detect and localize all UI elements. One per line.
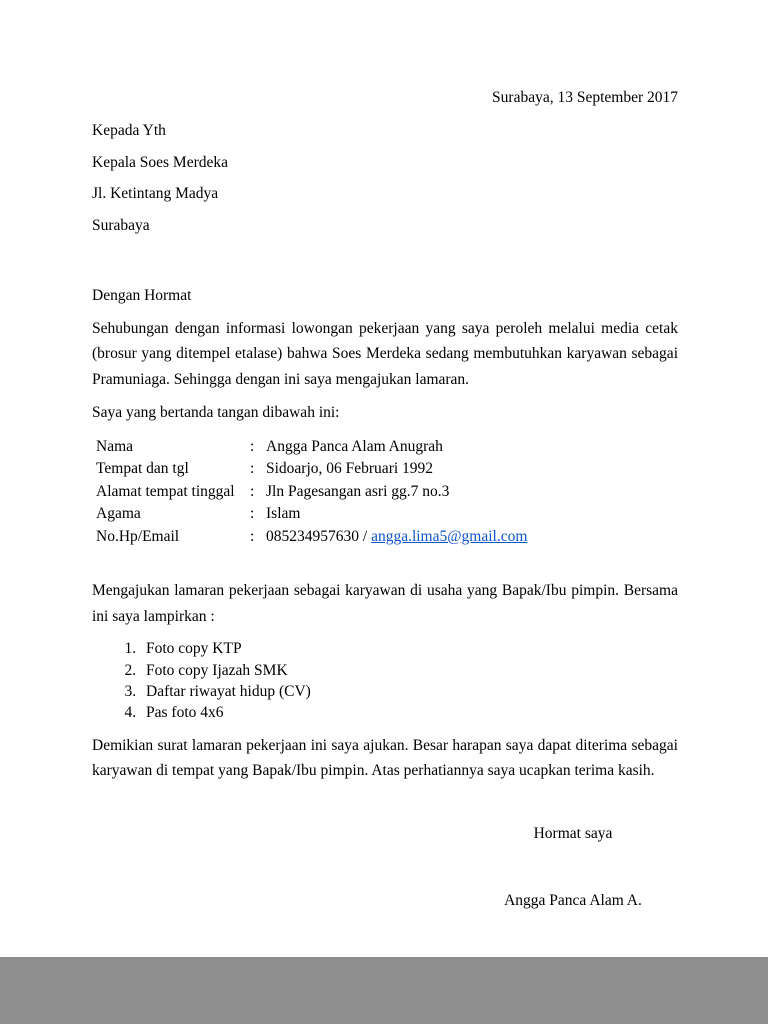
identity-value-nama: Angga Panca Alam Anugrah [266, 437, 443, 455]
closing-paragraph: Demikian surat lamaran pekerjaan ini saya ajukan. Besar harapan saya dapat diterima sebagai karyawan di tempat yang Bapak/Ibu pimpin. Atas perhatiannya saya ucapkan terima kasih. [92, 736, 678, 780]
identity-value-alamat: Jln Pagesangan asri gg.7 no.3 [266, 482, 450, 500]
identity-label-hp-email: No.Hp/Email [96, 527, 180, 545]
identity-separator: : [250, 482, 255, 500]
recipient-line-name: Kepala Soes Merdeka [92, 153, 229, 171]
opening-paragraph: Sehubungan dengan informasi lowongan pekerjaan yang saya peroleh melalui media cetak (brosur yang ditempel etalase) bahwa Soes Merdeka sedang membutuhkan karyawan sebagai Pramuniaga. Sehingga dengan ini saya mengajukan lamaran. [92, 319, 678, 388]
recipient-line-city: Surabaya [92, 216, 150, 234]
identity-label-alamat: Alamat tempat tinggal [96, 482, 235, 500]
signature-block [478, 824, 668, 911]
date-line: Surabaya, 13 September 2017 [492, 89, 678, 106]
attachment-item-pas-foto: 4. Pas foto 4x6 [140, 702, 678, 723]
identity-value-tempat-tgl: Sidoarjo, 06 Februari 1992 [266, 460, 434, 478]
email-link[interactable]: angga.lima5@gmail.com [371, 527, 528, 545]
recipient-block [92, 122, 678, 235]
identity-intro: Saya yang bertanda tangan dibawah ini: [92, 404, 340, 422]
identity-separator: : [250, 505, 255, 523]
attachments-intro: Mengajukan lamaran pekerjaan sebagai karyawan di usaha yang Bapak/Ibu pimpin. Bersama ini saya lampirkan : [92, 582, 678, 625]
identity-label-tempat-tgl: Tempat dan tgl [96, 460, 189, 478]
identity-table [96, 436, 678, 548]
identity-separator: : [250, 527, 255, 545]
viewer-background [0, 957, 768, 1024]
identity-label-nama: Nama [96, 437, 134, 455]
identity-label-agama: Agama [96, 505, 141, 523]
identity-value-hp-email [266, 526, 678, 548]
signature-name: Angga Panca Alam A. [504, 892, 642, 910]
signature-closing: Hormat saya [533, 824, 613, 842]
attachment-item-ktp: 1. Foto copy KTP [140, 638, 678, 659]
attachment-item-ijazah: 2. Foto copy Ijazah SMK [140, 660, 678, 681]
phone-number: 085234957630 / [266, 527, 372, 545]
salutation: Dengan Hormat [92, 286, 192, 304]
identity-separator: : [250, 437, 255, 455]
identity-value-agama: Islam [266, 505, 301, 523]
recipient-line-street: Jl. Ketintang Madya [92, 185, 219, 203]
identity-separator: : [250, 460, 255, 478]
attachment-item-cv: 3. Daftar riwayat hidup (CV) [140, 681, 678, 702]
attachments-list [92, 638, 678, 724]
recipient-line-kepada: Kepada Yth [92, 122, 166, 140]
